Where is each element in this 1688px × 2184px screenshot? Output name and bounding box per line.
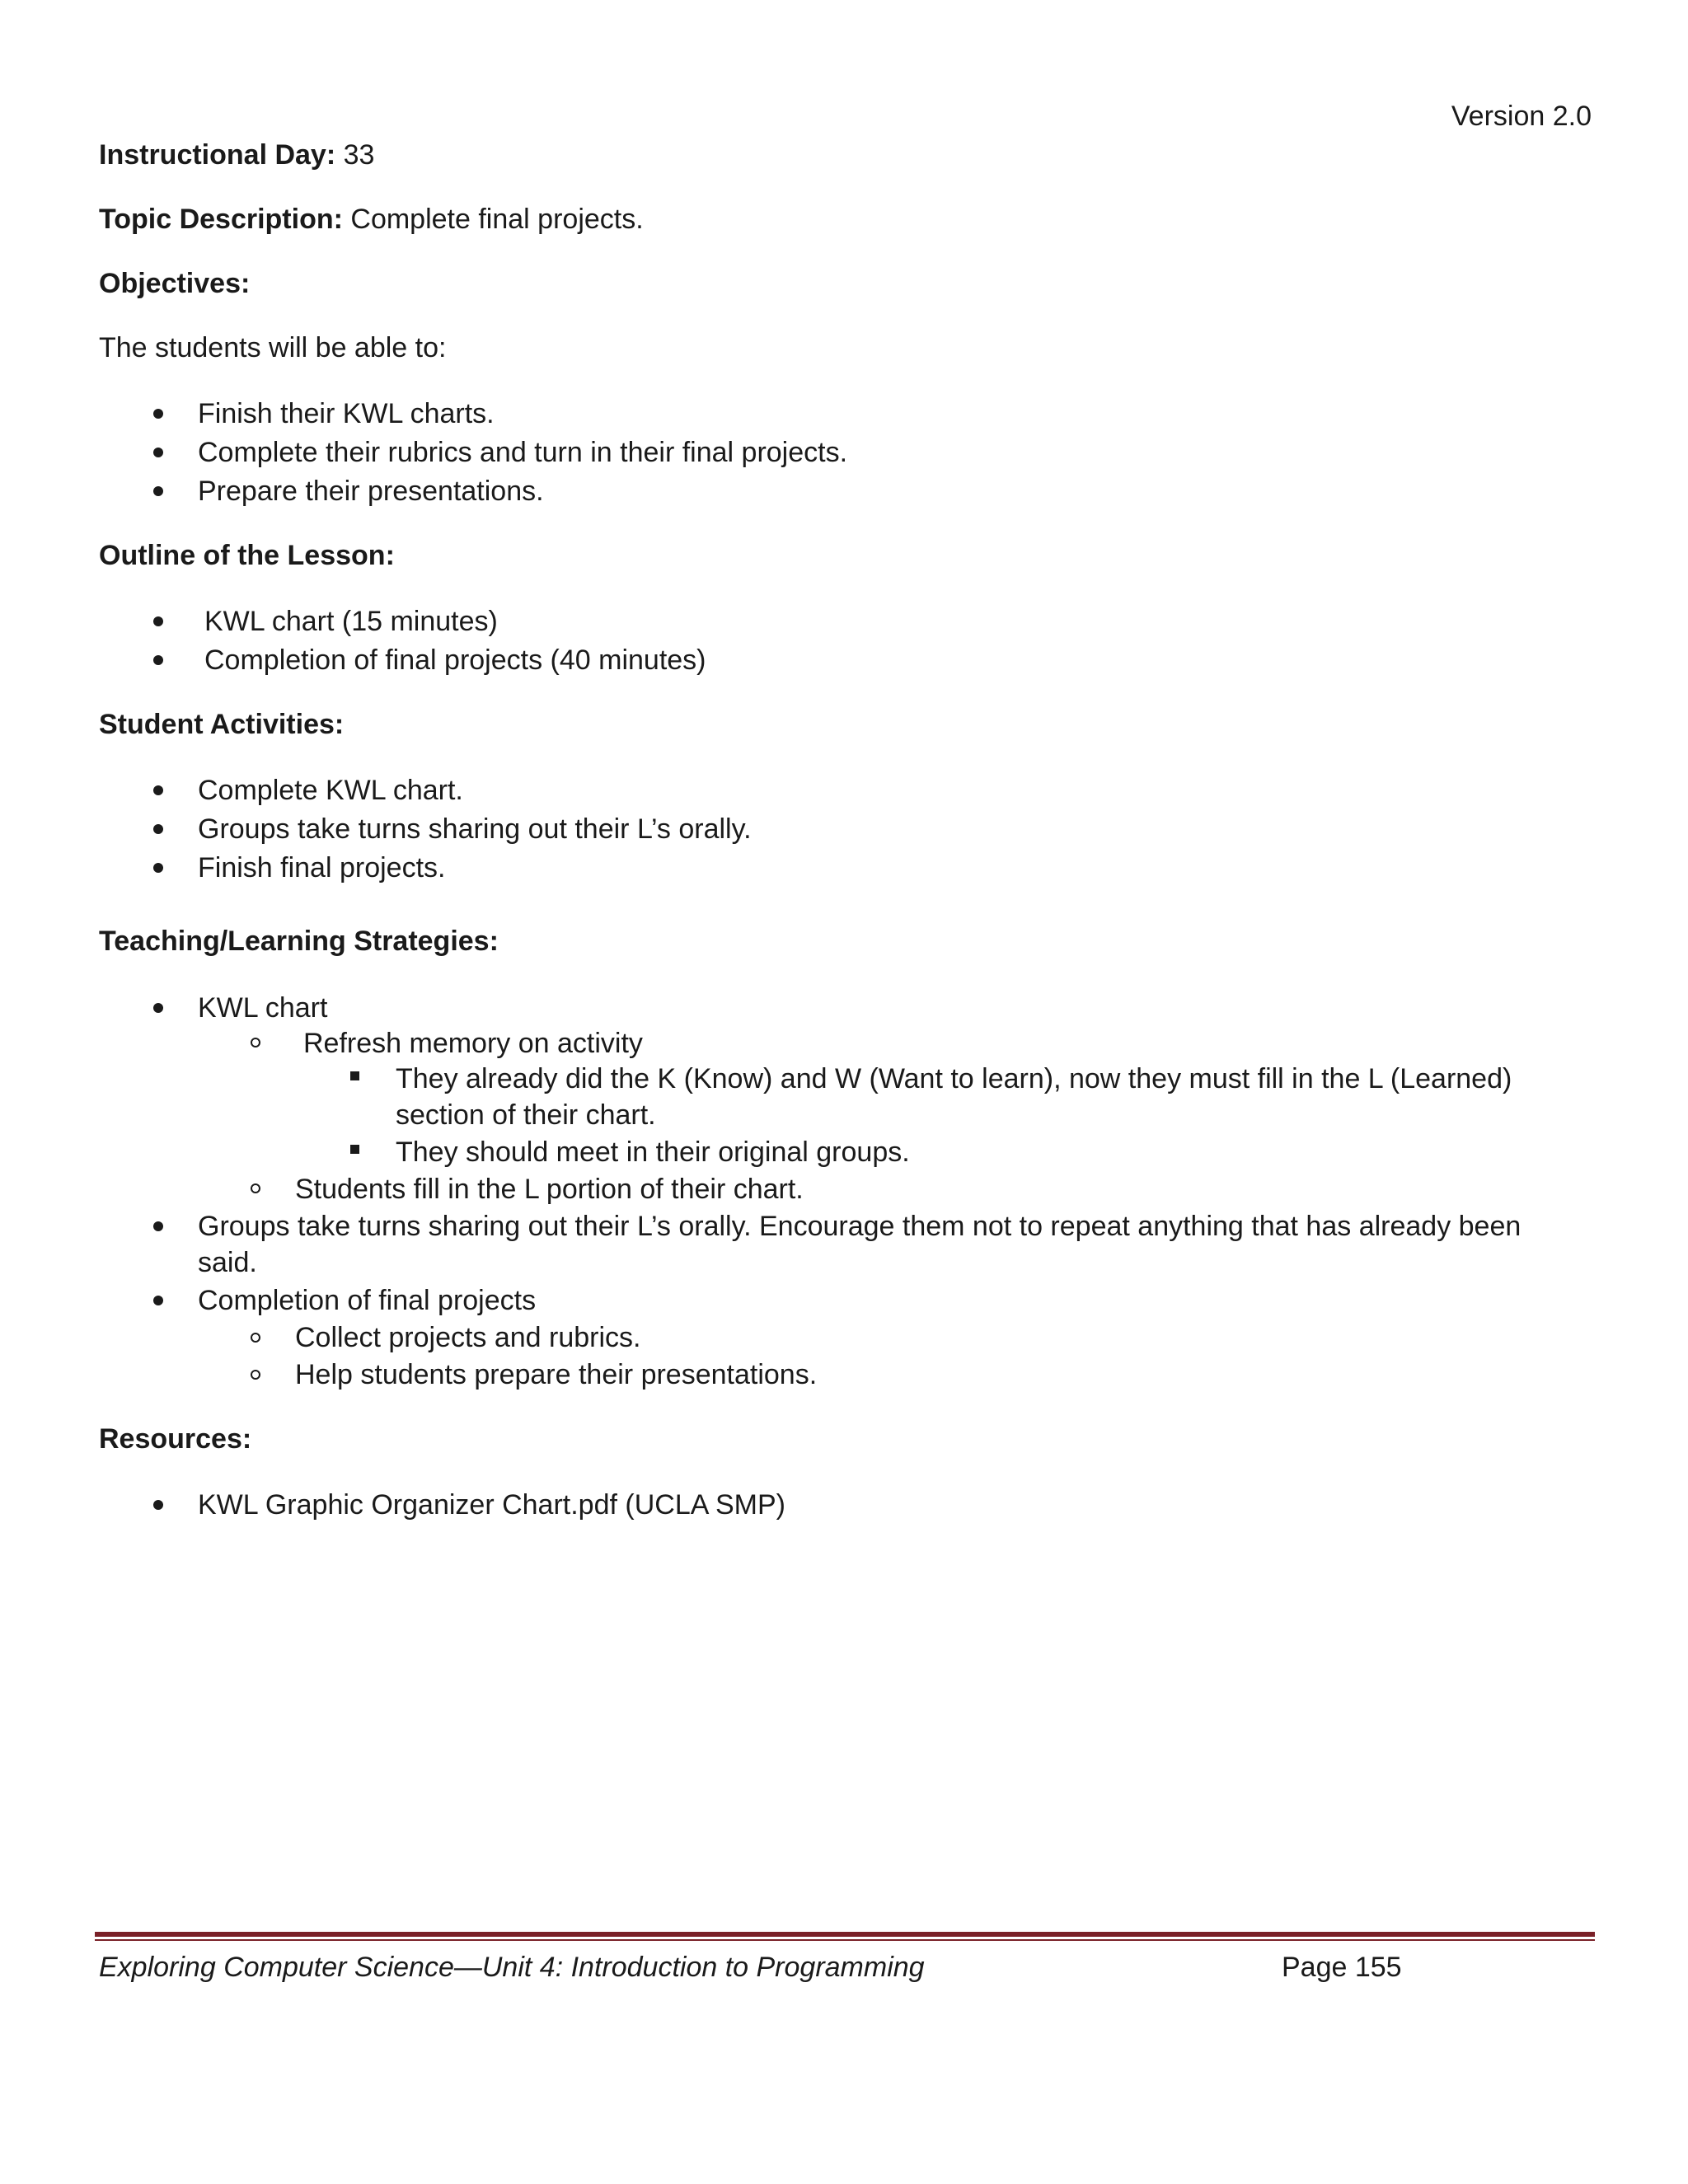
list-item-text: They should meet in their original groups. [396, 1137, 910, 1168]
bullet-icon [153, 1500, 163, 1510]
list-item-text: Completion of final projects [198, 1285, 537, 1316]
page-number: Page 155 [1282, 1952, 1402, 1983]
list-item-text: KWL chart [198, 992, 328, 1024]
list-item-text: They already did the K (Know) and W (Want to learn), now they must fill in the L (Learned) [396, 1063, 1512, 1094]
topic-description [99, 201, 644, 237]
list-item-text: section of their chart. [396, 1099, 656, 1131]
bullet-icon [153, 824, 163, 834]
instructional-day-label: Instructional Day: [99, 139, 336, 171]
square-bullet-icon [350, 1071, 359, 1080]
objectives-heading: Objectives: [99, 268, 251, 299]
circle-bullet-icon [251, 1038, 260, 1047]
list-item-text: Groups take turns sharing out their L’s orally. [198, 813, 752, 845]
bullet-icon [153, 655, 163, 665]
resources-heading: Resources: [99, 1423, 252, 1455]
bullet-icon [153, 863, 163, 873]
list-item-text: Complete their rubrics and turn in their final projects. [198, 437, 848, 468]
list-item-text: said. [198, 1247, 257, 1278]
circle-bullet-icon [251, 1333, 260, 1343]
circle-bullet-icon [251, 1370, 260, 1380]
bullet-icon [153, 785, 163, 795]
strategies-heading: Teaching/Learning Strategies: [99, 926, 499, 957]
objectives-intro: The students will be able to: [99, 332, 447, 363]
version-label: Version 2.0 [1451, 101, 1592, 132]
bullet-icon [153, 1221, 163, 1231]
list-item-text: Complete KWL chart. [198, 775, 463, 806]
square-bullet-icon [350, 1145, 359, 1154]
outline-heading: Outline of the Lesson: [99, 540, 395, 571]
list-item-text: Groups take turns sharing out their L’s orally. Encourage them not to repeat anything that has already been [198, 1211, 1522, 1242]
topic-description-value: Complete final projects. [342, 204, 644, 235]
footer-divider [95, 1932, 1595, 1937]
bullet-icon [153, 448, 163, 457]
bullet-icon [153, 486, 163, 496]
circle-bullet-icon [251, 1183, 260, 1193]
list-item-text: Students fill in the L portion of their chart. [295, 1174, 804, 1205]
activities-heading: Student Activities: [99, 709, 345, 740]
list-item-text: Refresh memory on activity [303, 1028, 643, 1059]
footer-title: Exploring Computer Science—Unit 4: Introduction to Programming [99, 1952, 925, 1983]
resource-link: KWL Graphic Organizer Chart.pdf (UCLA SMP) [198, 1489, 785, 1521]
bullet-icon [153, 1296, 163, 1305]
list-item-text: Finish final projects. [198, 852, 446, 883]
bullet-icon [153, 409, 163, 419]
instructional-day [99, 137, 374, 173]
list-item-text: Collect projects and rubrics. [295, 1322, 641, 1353]
instructional-day-value: 33 [335, 139, 375, 171]
bullet-icon [153, 1003, 163, 1013]
footer-divider-thin [95, 1939, 1595, 1941]
list-item-text: KWL chart (15 minutes) [204, 606, 498, 637]
list-item-text: Completion of final projects (40 minutes) [204, 644, 706, 676]
list-item-text: Help students prepare their presentations. [295, 1359, 818, 1390]
list-item-text: Finish their KWL charts. [198, 398, 495, 429]
bullet-icon [153, 616, 163, 626]
topic-description-label: Topic Description: [99, 204, 343, 235]
list-item-text: Prepare their presentations. [198, 476, 544, 507]
